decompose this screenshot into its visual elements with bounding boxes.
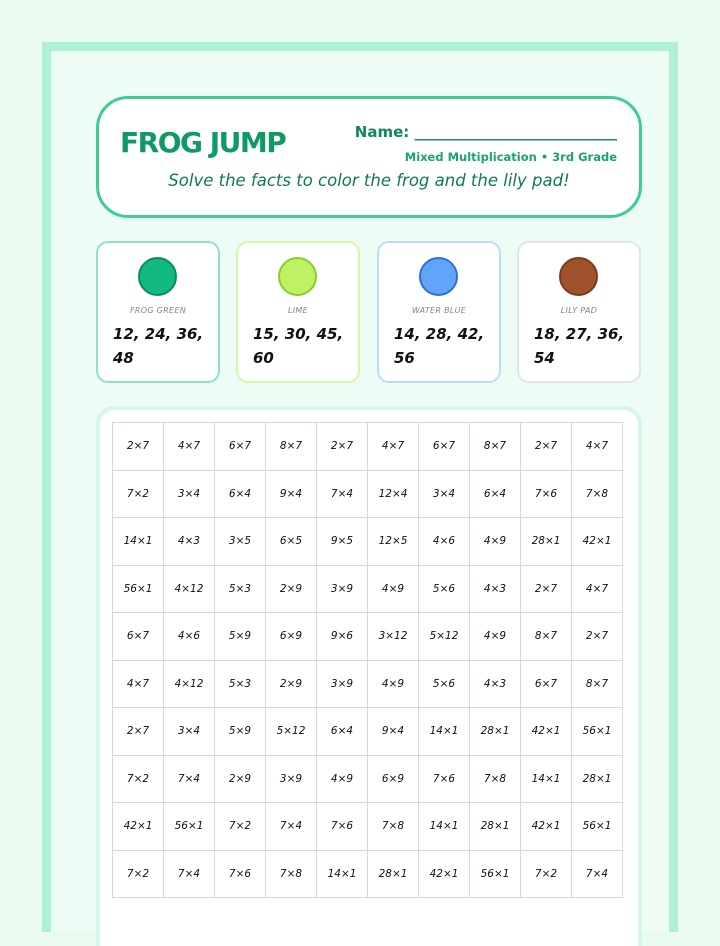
grid-row	[113, 660, 623, 708]
grid-cell[interactable]: 14×1	[113, 518, 164, 566]
grid-cell[interactable]: 3×9	[317, 565, 368, 613]
grid-cell[interactable]: 6×4	[215, 470, 266, 518]
grid-cell[interactable]: 5×3	[215, 565, 266, 613]
grid-cell[interactable]: 8×7	[521, 613, 572, 661]
grid-cell[interactable]: 4×7	[572, 423, 623, 471]
grid-row	[113, 708, 623, 756]
grid-cell[interactable]: 4×7	[113, 660, 164, 708]
color-key-card-water-blue	[377, 241, 501, 383]
grid-cell[interactable]: 6×4	[470, 470, 521, 518]
grid-cell[interactable]: 6×7	[113, 613, 164, 661]
grid-cell[interactable]: 7×8	[470, 755, 521, 803]
grid-cell[interactable]: 56×1	[470, 850, 521, 898]
grid-cell[interactable]: 3×4	[419, 470, 470, 518]
grid-cell[interactable]: 7×8	[368, 803, 419, 851]
grid-cell[interactable]: 4×12	[164, 565, 215, 613]
grid-cell[interactable]: 3×9	[317, 660, 368, 708]
grid-cell[interactable]: 7×8	[572, 470, 623, 518]
color-key-label: LILY PAD	[560, 306, 598, 315]
color-key-card-lily-pad	[517, 241, 641, 383]
grid-cell[interactable]: 2×7	[113, 423, 164, 471]
grid-cell[interactable]: 7×4	[164, 755, 215, 803]
grid-cell[interactable]: 7×4	[266, 803, 317, 851]
grid-cell[interactable]: 2×9	[215, 755, 266, 803]
grid-row	[113, 613, 623, 661]
grid-cell[interactable]: 3×12	[368, 613, 419, 661]
grid-row	[113, 755, 623, 803]
grid-cell[interactable]: 56×1	[164, 803, 215, 851]
color-key-values: 18, 27, 36, 54	[534, 325, 625, 367]
grid-cell[interactable]: 56×1	[113, 565, 164, 613]
color-key-values: 14, 28, 42, 56	[394, 325, 485, 367]
grid-cell[interactable]: 7×2	[215, 803, 266, 851]
color-key-label: WATER BLUE	[411, 306, 467, 315]
grid-cell[interactable]: 14×1	[419, 708, 470, 756]
grid-cell[interactable]: 2×7	[521, 565, 572, 613]
grid-cell[interactable]: 7×6	[317, 803, 368, 851]
grid-cell[interactable]: 7×4	[572, 850, 623, 898]
name-field-label: Name: ___________________________	[354, 123, 617, 141]
grid-cell[interactable]: 2×7	[572, 613, 623, 661]
grid-row	[113, 850, 623, 898]
color-swatch	[559, 257, 598, 296]
color-key-card-lime	[236, 241, 360, 383]
grid-cell[interactable]: 7×2	[113, 470, 164, 518]
grid-cell[interactable]: 4×3	[164, 518, 215, 566]
grid-cell[interactable]: 7×6	[215, 850, 266, 898]
color-swatch	[419, 257, 458, 296]
grid-cell[interactable]: 42×1	[521, 708, 572, 756]
grid-cell[interactable]: 8×7	[266, 423, 317, 471]
grid-cell[interactable]: 6×7	[215, 423, 266, 471]
grid-cell[interactable]: 7×2	[521, 850, 572, 898]
grid-cell[interactable]: 7×6	[419, 755, 470, 803]
grid-cell[interactable]: 9×4	[266, 470, 317, 518]
grid-cell[interactable]: 4×9	[368, 660, 419, 708]
grid-cell[interactable]: 4×6	[164, 613, 215, 661]
grid-cell[interactable]: 2×7	[317, 423, 368, 471]
color-key-values: 15, 30, 45, 60	[253, 325, 344, 367]
worksheet-header	[96, 96, 642, 218]
grid-cell[interactable]: 2×9	[266, 565, 317, 613]
grid-cell[interactable]: 5×3	[215, 660, 266, 708]
grid-cell[interactable]: 4×9	[470, 613, 521, 661]
grid-cell[interactable]: 5×9	[215, 613, 266, 661]
grid-cell[interactable]: 56×1	[572, 803, 623, 851]
grid-cell[interactable]: 7×2	[113, 755, 164, 803]
grid-row	[113, 518, 623, 566]
grid-cell[interactable]: 4×7	[164, 423, 215, 471]
grid-cell[interactable]: 6×5	[266, 518, 317, 566]
grid-cell[interactable]: 2×9	[266, 660, 317, 708]
grid-cell[interactable]: 28×1	[470, 803, 521, 851]
grid-cell[interactable]: 4×3	[470, 660, 521, 708]
grid-cell[interactable]: 7×2	[113, 850, 164, 898]
grid-row	[113, 423, 623, 471]
grid-cell[interactable]: 42×1	[113, 803, 164, 851]
color-swatch	[138, 257, 177, 296]
grid-cell[interactable]: 7×4	[164, 850, 215, 898]
grid-cell[interactable]: 28×1	[521, 518, 572, 566]
grid-cell[interactable]: 4×12	[164, 660, 215, 708]
worksheet	[42, 42, 678, 932]
grid-cell[interactable]: 2×7	[113, 708, 164, 756]
color-key-values: 12, 24, 36, 48	[113, 325, 204, 367]
grid-cell[interactable]: 5×12	[266, 708, 317, 756]
grid-cell[interactable]: 9×5	[317, 518, 368, 566]
grid-cell[interactable]: 8×7	[470, 423, 521, 471]
grid-cell[interactable]: 4×9	[368, 565, 419, 613]
grid-cell[interactable]: 3×9	[266, 755, 317, 803]
grid-cell[interactable]: 12×4	[368, 470, 419, 518]
grid-cell[interactable]: 9×6	[317, 613, 368, 661]
grid-cell[interactable]: 5×6	[419, 565, 470, 613]
coloring-grid-panel	[96, 406, 642, 946]
worksheet-title: FROG JUMP	[120, 126, 286, 159]
grid-row	[113, 803, 623, 851]
grid-cell[interactable]: 42×1	[419, 850, 470, 898]
grid-cell[interactable]: 3×4	[164, 470, 215, 518]
grid-cell[interactable]: 7×6	[521, 470, 572, 518]
grid-cell[interactable]: 7×4	[317, 470, 368, 518]
grid-cell[interactable]: 28×1	[572, 755, 623, 803]
grid-cell[interactable]: 14×1	[521, 755, 572, 803]
grid-cell[interactable]: 56×1	[572, 708, 623, 756]
grid-cell[interactable]: 5×9	[215, 708, 266, 756]
grid-cell[interactable]: 4×3	[470, 565, 521, 613]
grid-cell[interactable]: 3×5	[215, 518, 266, 566]
grid-cell[interactable]: 14×1	[419, 803, 470, 851]
grid-cell[interactable]: 7×8	[266, 850, 317, 898]
grid-cell[interactable]: 6×7	[419, 423, 470, 471]
grid-cell[interactable]: 2×7	[521, 423, 572, 471]
grid-cell[interactable]: 5×6	[419, 660, 470, 708]
grid-cell[interactable]: 9×4	[368, 708, 419, 756]
grid-cell[interactable]: 3×4	[164, 708, 215, 756]
grid-cell[interactable]: 4×6	[419, 518, 470, 566]
grid-cell[interactable]: 42×1	[521, 803, 572, 851]
grid-cell[interactable]: 4×9	[317, 755, 368, 803]
color-key-label: LIME	[288, 306, 308, 315]
grid-cell[interactable]: 4×9	[470, 518, 521, 566]
grid-cell[interactable]: 12×5	[368, 518, 419, 566]
grid-cell[interactable]: 28×1	[470, 708, 521, 756]
grid-cell[interactable]: 6×9	[266, 613, 317, 661]
grid-cell[interactable]: 5×12	[419, 613, 470, 661]
worksheet-subtitle: Mixed Multiplication • 3rd Grade	[404, 150, 617, 164]
grid-cell[interactable]: 42×1	[572, 518, 623, 566]
grid-row	[113, 565, 623, 613]
color-swatch	[278, 257, 317, 296]
grid-cell[interactable]: 4×7	[572, 565, 623, 613]
grid-cell[interactable]: 6×7	[521, 660, 572, 708]
grid-cell[interactable]: 28×1	[368, 850, 419, 898]
grid-cell[interactable]: 14×1	[317, 850, 368, 898]
grid-cell[interactable]: 8×7	[572, 660, 623, 708]
color-key-label: FROG GREEN	[129, 306, 187, 315]
color-key-card-frog-green	[96, 241, 220, 383]
grid-cell[interactable]: 6×4	[317, 708, 368, 756]
grid-cell[interactable]: 4×7	[368, 423, 419, 471]
worksheet-instruction: Solve the facts to color the frog and the lily pad!	[168, 171, 570, 190]
coloring-grid	[112, 422, 623, 898]
grid-row	[113, 470, 623, 518]
grid-cell[interactable]: 6×9	[368, 755, 419, 803]
